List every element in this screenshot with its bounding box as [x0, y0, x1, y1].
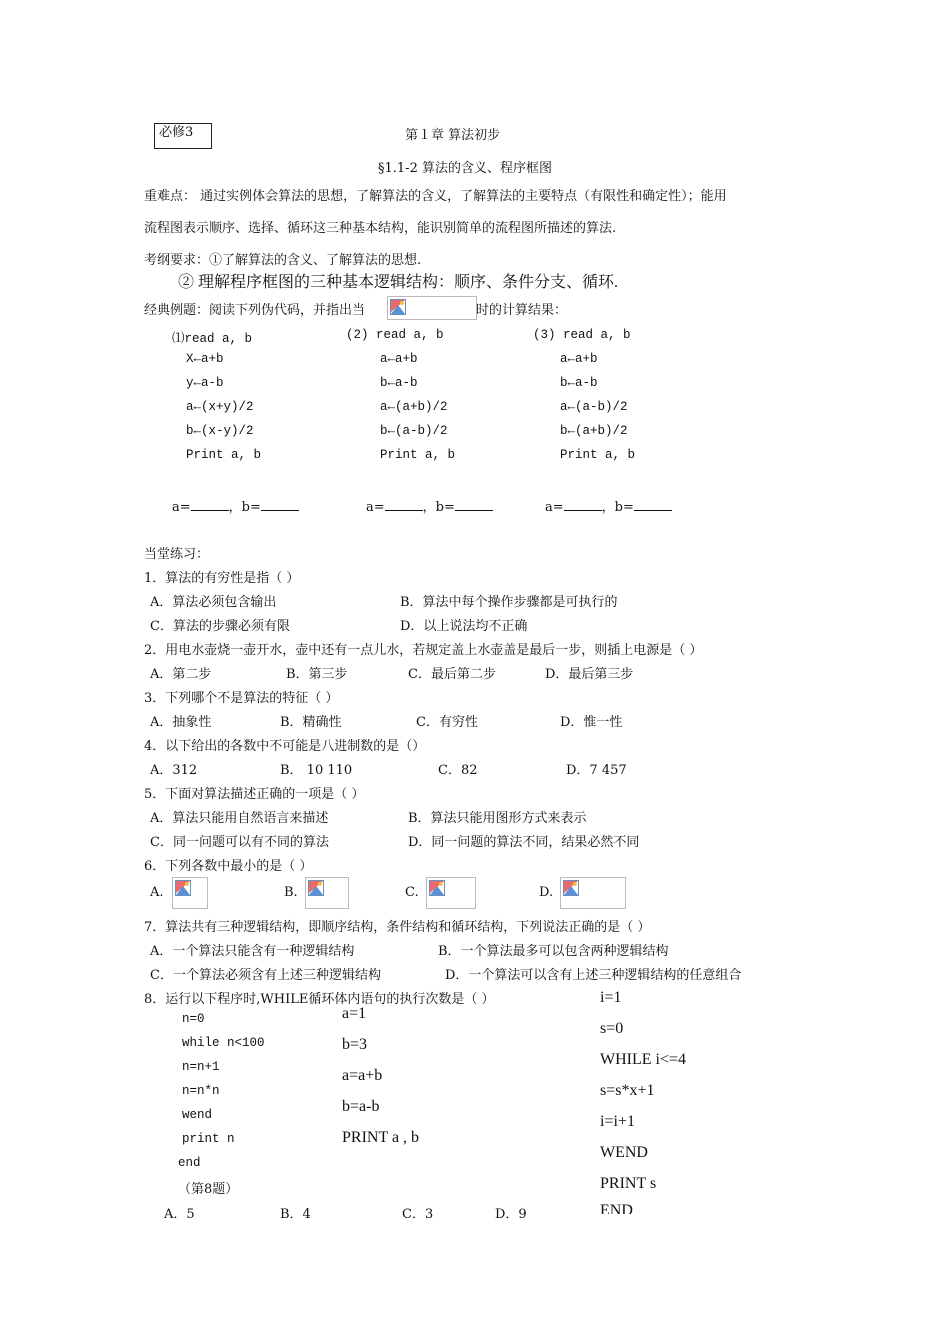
answer-3-b-label: ，b=	[601, 500, 634, 515]
q1-option-b: B．算法中每个操作步骤都是可执行的	[400, 595, 618, 610]
q3-option-c: C．有穷性	[416, 715, 478, 730]
right-prog-line-6: WEND	[600, 1144, 648, 1161]
answer-2	[366, 496, 493, 515]
chapter-title: 第１章 算法初步	[405, 128, 501, 143]
q5-option-b: B．算法只能用图形方式来表示	[408, 811, 587, 826]
prog2-line-1: (2) read a, b	[346, 328, 444, 342]
q4-option-d: D．7 457	[566, 763, 627, 778]
q1-option-a: A．算法必须包含输出	[150, 595, 277, 610]
q8-code-line-6: print n	[182, 1132, 235, 1146]
q2-option-d: D．最后第三步	[545, 667, 634, 682]
focus-line-2: 流程图表示顺序、选择、循环这三种基本结构，能识别简单的流程图所描述的算法.	[144, 221, 617, 236]
broken-image-icon	[175, 880, 191, 896]
mid-prog-line-2: b=3	[342, 1036, 368, 1053]
q5-stem: 5．下面对算法描述正确的一项是（ ）	[144, 787, 365, 802]
mid-prog-line-3: a=a+b	[342, 1067, 383, 1084]
q7-stem: 7．算法共有三种逻辑结构，即顺序结构，条件结构和循环结构，下列说法正确的是（ ）	[144, 920, 651, 935]
answer-1-a-blank[interactable]	[191, 499, 229, 511]
answer-3	[545, 496, 672, 515]
q6-option-c: C.	[405, 885, 419, 900]
q2-option-c: C．最后第二步	[408, 667, 496, 682]
q2-option-b: B．第三步	[286, 667, 348, 682]
q1-option-c: C．算法的步骤必须有限	[150, 619, 290, 634]
prog3-line-3: b←a-b	[560, 376, 598, 390]
answer-1-b-label: ，b=	[228, 500, 261, 515]
prog3-line-1: (3) read a, b	[533, 328, 631, 342]
answer-2-a-label: a=	[366, 500, 385, 515]
answer-3-b-blank[interactable]	[634, 499, 672, 511]
q8-code-line-3: n=n+1	[182, 1060, 220, 1074]
q8-code-line-2: while n<100	[182, 1036, 265, 1050]
q8-option-a: A．5	[164, 1207, 195, 1222]
prog1-line-6: Print a, b	[186, 448, 262, 462]
q8-option-c: C．3	[402, 1207, 434, 1222]
broken-image-icon	[308, 880, 324, 896]
q1-option-d: D．以上说法均不正确	[400, 619, 528, 634]
prog2-line-4: a←(a+b)/2	[380, 400, 448, 414]
q2-option-a: A．第二步	[150, 667, 212, 682]
right-prog-line-3: WHILE i<=4	[600, 1051, 687, 1068]
q5-option-c: C．同一问题可以有不同的算法	[150, 835, 329, 850]
prog2-line-5: b←(a-b)/2	[380, 424, 448, 438]
q6-option-d-image	[560, 877, 626, 909]
q4-option-c: C．82	[438, 763, 478, 778]
q8-code-line-1: n=0	[182, 1012, 205, 1026]
practice-title: 当堂练习：	[144, 547, 210, 562]
broken-image-icon	[429, 880, 445, 896]
answer-2-a-blank[interactable]	[385, 499, 423, 511]
prog3-line-2: a←a+b	[560, 352, 598, 366]
mid-prog-line-4: b=a-b	[342, 1098, 380, 1115]
right-prog-line-5: i=i+1	[600, 1113, 635, 1130]
q3-option-b: B．精确性	[280, 715, 342, 730]
answer-1-a-label: a=	[172, 500, 191, 515]
q1-stem: 1．算法的有穷性是指（ ）	[144, 571, 300, 586]
q6-option-d: D.	[539, 885, 554, 900]
q8-code-line-4: n=n*n	[182, 1084, 220, 1098]
q6-option-b-image	[305, 877, 349, 909]
q8-code-line-5: wend	[182, 1108, 213, 1122]
answer-2-b-label: ，b=	[422, 500, 455, 515]
q7-option-c: C．一个算法必须含有上述三种逻辑结构	[150, 968, 381, 983]
right-prog-line-1: i=1	[600, 989, 622, 1006]
prog2-line-6: Print a, b	[380, 448, 456, 462]
prog1-line-4: a←(x+y)/2	[186, 400, 254, 414]
answer-3-a-label: a=	[545, 500, 564, 515]
q2-stem: 2．用电水壶烧一壶开水，壶中还有一点儿水，若规定盖上水壶盖是最后一步，则插上电源是（ ）	[144, 643, 703, 658]
course-label-box	[154, 123, 212, 149]
prog3-line-6: Print a, b	[560, 448, 636, 462]
answer-3-a-blank[interactable]	[564, 499, 602, 511]
formula-image	[387, 296, 477, 320]
right-prog-line-8: END	[600, 1202, 633, 1214]
answer-1-b-blank[interactable]	[261, 499, 299, 511]
q6-stem: 6．下列各数中最小的是（ ）	[144, 859, 313, 874]
course-label: 必修3	[159, 125, 194, 140]
q3-option-a: A．抽象性	[150, 715, 212, 730]
answer-2-b-blank[interactable]	[455, 499, 493, 511]
q6-option-a: A.	[150, 885, 164, 900]
q8-caption: （第8题）	[178, 1182, 239, 1197]
q6-option-b: B.	[284, 885, 298, 900]
right-program	[600, 986, 740, 1214]
outline-line-2: ② 理解程序框图的三种基本逻辑结构：顺序、条件分支、循环.	[178, 274, 619, 291]
prog3-line-5: b←(a+b)/2	[560, 424, 628, 438]
q7-option-d: D．一个算法可以含有上述三种逻辑结构的任意组合	[445, 968, 742, 983]
q7-option-b: B．一个算法最多可以包含两种逻辑结构	[438, 944, 669, 959]
example-intro: 经典例题：阅读下列伪代码，并指出当	[144, 303, 366, 318]
answer-1	[172, 496, 299, 515]
prog2-line-2: a←a+b	[380, 352, 418, 366]
q3-option-d: D．惟一性	[560, 715, 623, 730]
prog2-line-3: b←a-b	[380, 376, 418, 390]
q3-stem: 3．下列哪个不是算法的特征（ ）	[144, 691, 339, 706]
q8-option-b: B．4	[280, 1207, 311, 1222]
right-prog-line-7: PRINT s	[600, 1175, 657, 1192]
prog1-line-2: X←a+b	[186, 352, 224, 366]
right-prog-line-4: s=s*x+1	[600, 1082, 655, 1099]
q5-option-a: A．算法只能用自然语言来描述	[150, 811, 329, 826]
q5-option-d: D．同一问题的算法不同，结果必然不同	[408, 835, 640, 850]
mid-prog-line-5: PRINT a , b	[342, 1129, 420, 1146]
prog1-line-1: ⑴read a, b	[172, 332, 253, 346]
prog1-line-3: y←a-b	[186, 376, 224, 390]
example-intro-tail: 时的计算结果：	[476, 303, 568, 318]
q4-option-b: B． 10 110	[280, 763, 353, 778]
right-prog-line-2: s=0	[600, 1020, 624, 1037]
q4-option-a: A．312	[150, 763, 198, 778]
q6-option-a-image	[172, 877, 208, 909]
q8-code-line-7: end	[178, 1156, 201, 1170]
prog3-line-4: a←(a-b)/2	[560, 400, 628, 414]
q4-stem: 4．以下给出的各数中不可能是八进制数的是（）	[144, 739, 426, 754]
prog1-line-5: b←(x-y)/2	[186, 424, 254, 438]
q6-option-c-image	[426, 877, 476, 909]
q7-option-a: A．一个算法只能含有一种逻辑结构	[150, 944, 355, 959]
mid-prog-line-1: a=1	[342, 1005, 367, 1022]
outline-line-1: 考纲要求：①了解算法的含义、了解算法的思想.	[144, 253, 422, 268]
q8-option-d: D．9	[495, 1207, 527, 1222]
section-title: §1.1-2 算法的含义、程序框图	[378, 161, 552, 176]
focus-line-1: 重难点： 通过实例体会算法的思想，了解算法的含义，了解算法的主要特点（有限性和确定性）；能用	[144, 189, 727, 204]
broken-image-icon	[390, 299, 406, 315]
broken-image-icon	[563, 880, 579, 896]
q8-stem: 8．运行以下程序时,WHILE循环体内语句的执行次数是（ ）	[144, 992, 495, 1007]
